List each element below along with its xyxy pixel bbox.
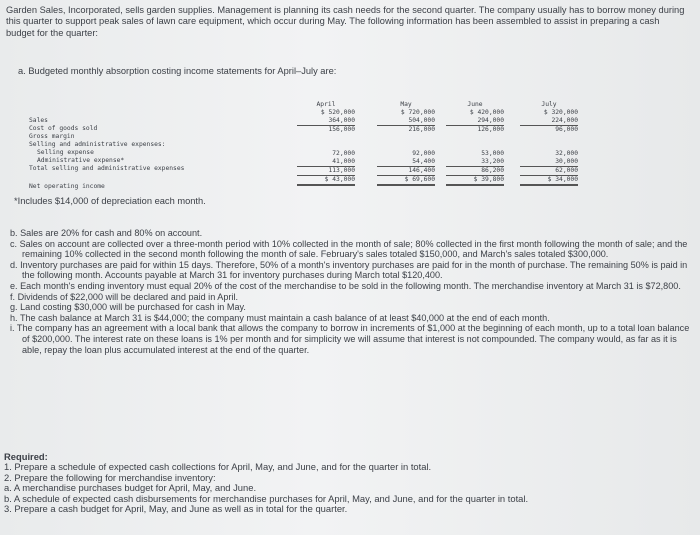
row-label-admin: Administrative expense* [37,157,125,164]
intro-paragraph: Garden Sales, Incorporated, sells garden supplies. Management is planning its cash needs for the second quarter. The company usually has to borrow money during this quarter to support peak sales of lawn care equipment, which occur during May. The following information has been assembled to assist in preparing a cash budget for the quarter: [6,5,685,38]
required-section [4,452,694,514]
cell: $ 34,000 [520,176,578,186]
cell: 224,000 [520,117,578,126]
cell: $ 520,000 [320,109,355,116]
required-item-2b: b. A schedule of expected cash disbursements for merchandise purchases for April, May, and June, and for the quarter in total. [4,492,529,504]
required-heading: Required: [4,451,48,462]
part-a-heading: a. Budgeted monthly absorption costing income statements for April–July are: [18,66,337,76]
cell: 30,000 [520,158,578,167]
list-item-d: d. Inventory purchases are paid for within 15 days. Therefore, 50% of a month's inventory purchases are paid for in the month of purchase. The remaining 50% is paid in the following month. Accounts payable at March 31 for inventory purchases during March total $120,400. [10,259,688,281]
list-item-c: c. Sales on account are collected over a three-month period with 10% collected in the month of sale; 80% collected in the first month following the month of sale; and the remaining 10% collected in the second month following the month of sale. February's sales totaled $150,000, and March's sales totaled $300,000. [10,238,688,260]
cell: 156,000 [328,126,355,133]
cell: $ 39,800 [446,176,504,186]
row-label-sga-header: Selling and administrative expenses: [29,141,166,148]
column-may [377,101,435,186]
cell: $ 420,000 [469,109,504,116]
cell: 146,400 [377,167,435,176]
cell: 126,000 [477,126,504,133]
column-header: April [316,101,336,108]
column-header: June [467,101,483,108]
list-item-i: i. The company has an agreement with a local bank that allows the company to borrow in increments of $1,000 at the beginning of each month, up to a total loan balance of $200,000. The interest rate on these loans is 1% per month and for simplicity we will assume that interest is not compounded. The company would, as far as it is able, repay the loan plus accumulated interest at the end of the quarter. [10,323,690,355]
cell: 53,000 [481,150,504,157]
column-june [446,101,504,186]
list-item-f: f. Dividends of $22,000 will be declared and paid in April. [10,291,238,302]
row-label-cogs: Cost of goods sold [29,125,98,132]
cell: 86,200 [446,167,504,176]
column-july [520,101,578,186]
assumptions-list [4,228,694,355]
column-header: May [400,101,412,108]
cell: $ 320,000 [543,109,578,116]
cell: 62,000 [520,167,578,176]
cell: 216,000 [408,126,435,133]
cell: 32,000 [555,150,578,157]
cell: 33,200 [446,158,504,167]
column-header: July [541,101,557,108]
list-item-h: h. The cash balance at March 31 is $44,000; the company must maintain a cash balance of at least $40,000 at the end of each month. [10,312,550,323]
cell: 41,000 [297,158,355,167]
required-item-1: 1. Prepare a schedule of expected cash collections for April, May, and June, and for the quarter in total. [4,461,432,473]
required-item-2: 2. Prepare the following for merchandise inventory: [4,471,216,483]
cell: 294,000 [446,117,504,126]
required-item-2a: a. A merchandise purchases budget for April, May, and June. [4,482,257,494]
footnote: *Includes $14,000 of depreciation each month. [14,196,206,206]
cell: 364,000 [297,117,355,126]
column-april [297,101,355,186]
row-label-total-sga: Total selling and administrative expenses [29,165,185,172]
cell: 92,000 [412,150,435,157]
cell: 72,000 [332,150,355,157]
list-item-e: e. Each month's ending inventory must equal 20% of the cost of the merchandise to be sold in the following month. The merchandise inventory at March 31 is $72,800. [10,280,681,291]
row-label-selling: Selling expense [37,149,94,156]
row-label-sales: Sales [29,117,48,124]
row-label-noi: Net operating income [29,183,105,190]
cell: $ 43,000 [297,176,355,186]
cell: 113,000 [297,167,355,176]
cell: 504,000 [377,117,435,126]
row-label-gross-margin: Gross margin [29,133,75,140]
list-item-b: b. Sales are 20% for cash and 80% on account. [10,228,203,238]
cell: 54,400 [377,158,435,167]
list-item-g: g. Land costing $30,000 will be purchased for cash in May. [10,302,246,313]
cell: $ 69,600 [377,176,435,186]
cell: 96,000 [555,126,578,133]
cell: $ 720,000 [400,109,435,116]
required-item-3: 3. Prepare a cash budget for April, May, and June as well as in total for the quarter. [4,503,348,515]
